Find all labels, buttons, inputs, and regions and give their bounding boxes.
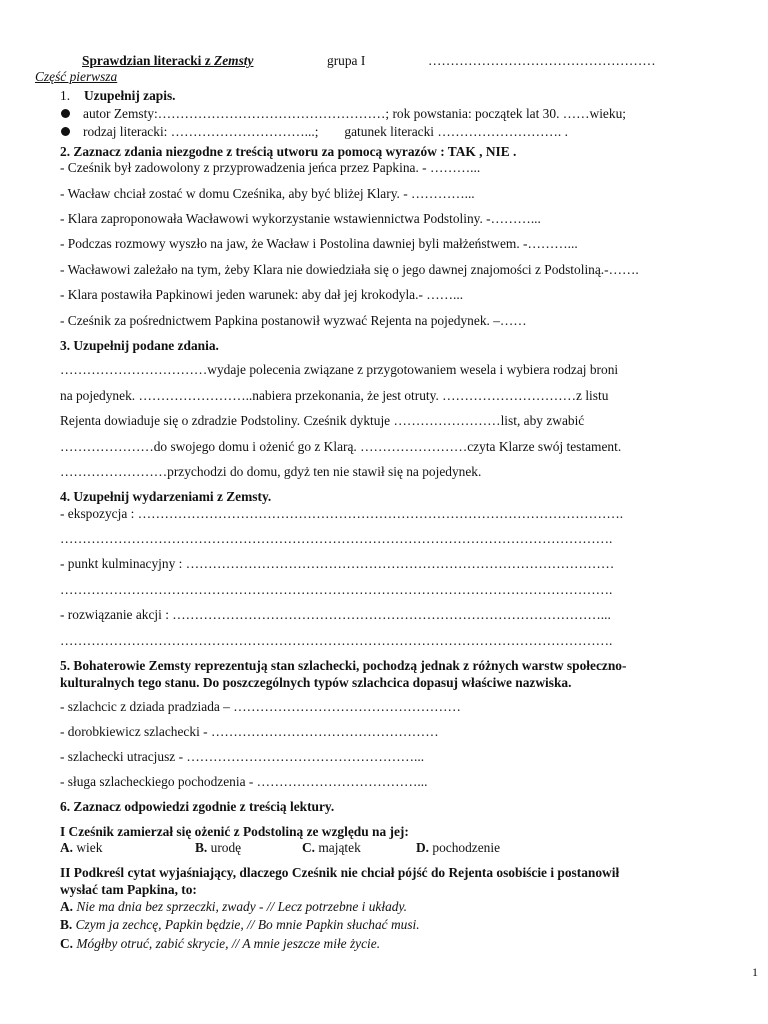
q6-quote-a: A. Nie ma dnia bez sprzeczki, zwady - // Lecz potrzebne i układy. [60,899,408,914]
name-dots: …………………………………………… [428,53,656,68]
q3-line: Rejenta dowiaduje się o zdradzie Podstoliny. Cześnik dyktuje ……………………list, aby zwabić [60,413,585,428]
q5-item: - dorobkiewicz szlachecki - …………………………………………… [60,724,439,739]
q4-line: ……………………………………………………………………………………………………………. [60,531,613,546]
q4-line: - rozwiązanie akcji : ……………………………………………………………………………………... [60,607,611,622]
q3-heading: 3. Uzupełnij podane zdania. [60,338,219,353]
q5-item: - szlachcic z dziada pradziada – …………………………………………… [60,699,461,714]
q3-line: …………………do swojego domu i ożenić go z Klarą. ……………………czyta Klarze swój testament. [60,439,622,454]
q6-sub2-line2: wysłać tam Papkina, to: [60,882,197,897]
page-number: 1 [752,965,758,979]
q6-heading: 6. Zaznacz odpowiedzi zgodnie z treścią lektury. [60,799,335,814]
q2-heading: 2. Zaznacz zdania niezgodne z treścią utworu za pomocą wyrazów : TAK , NIE . [60,144,517,159]
q2-item: - Klara zaproponowała Wacławowi wykorzystanie wstawiennictwa Podstoliny. -………... [60,211,541,226]
q1-line1-text: autor Zemsty:……………………………………………; rok powstania: początek lat 30. ……wieku; [83,106,626,121]
q1-line-genre [61,124,568,140]
q4-line: - ekspozycja : ………………………………………………………………………………………………. [60,506,624,521]
q6-quote-c: C. Mógłby otruć, zabić skrycie, // A mnie jeszcze miłe życie. [60,936,381,951]
q4-heading: 4. Uzupełnij wydarzeniami z Zemsty. [60,489,272,504]
q2-item: - Klara postawiła Papkinowi jeden warunek: aby dał jej krokodyla.- ……... [60,287,464,302]
q2-item: - Podczas rozmowy wyszło na jaw, że Wacław i Postolina dawniej byli małżeństwem. -………... [60,236,578,251]
q6-option-b: B. urodę [195,840,242,855]
q1-heading [60,88,176,104]
part-label: Część pierwsza [35,69,118,84]
q3-line: ……………………przychodzi do domu, gdyż ten nie stawił się na pojedynek. [60,464,482,479]
q1-line-author [61,106,626,122]
q1-heading-text: Uzupełnij zapis. [84,88,176,103]
q2-item: - Cześnik był zadowolony z przyprowadzenia jeńca przez Papkina. - ………... [60,160,481,175]
q4-line: - punkt kulminacyjny : …………………………………………………………………………………… [60,556,615,571]
q1-line2b-text: gatunek literacki ………………………. . [344,124,568,139]
q4-line: ……………………………………………………………………………………………………………. [60,582,613,597]
q5-item: - sługa szlacheckiego pochodzenia - ………………………………... [60,774,428,789]
q5-heading-line2: kulturalnych tego stanu. Do poszczególnych typów szlachcica dopasuj właściwe nazwiska. [60,675,572,690]
q1-line2a-text: rodzaj literacki: …………………………...; [83,124,319,139]
q6-option-a: A. wiek [60,840,103,855]
q6-quote-b: B. Czym ja zechcę, Papkin będzie, // Bo mnie Papkin słuchać musi. [60,917,420,932]
q6-option-c: C. majątek [302,840,361,855]
bullet-icon [61,127,70,136]
q2-item: - Wacław chciał zostać w domu Cześnika, aby być bliżej Klary. - …………... [60,186,475,201]
q5-item: - szlachecki utracjusz - ……………………………………………... [60,749,425,764]
q2-item: - Wacławowi zależało na tym, żeby Klara nie dowiedziała się o jego dawnej znajomości z Podstoliną.-……. [60,262,639,277]
q5-heading-line1: 5. Bohaterowie Zemsty reprezentują stan szlachecki, pochodzą jednak z różnych warstw społeczno- [60,658,627,673]
title-prefix: Sprawdzian literacki z [82,53,215,68]
q2-item: - Cześnik za pośrednictwem Papkina postanowił wyzwać Rejenta na pojedynek. –…… [60,313,527,328]
group-label: grupa I [327,53,366,68]
q4-line: ……………………………………………………………………………………………………………. [60,633,613,648]
q1-number: 1. [60,88,71,103]
title-work: Zemsty [214,53,254,68]
test-title [82,53,253,69]
bullet-icon [61,109,70,118]
q3-line: ……………………………wydaje polecenia związane z przygotowaniem wesela i wybiera rodzaj broni [60,362,619,377]
q3-line: na pojedynek. ……………………..nabiera przekonania, że jest otruty. …………………………z listu [60,388,609,403]
q6-option-d: D. pochodzenie [416,840,501,855]
q6-sub2-line1: II Podkreśl cytat wyjaśniający, dlaczego Cześnik nie chciał pójść do Rejenta osobiście i postanowił [60,865,620,880]
q6-sub1: I Cześnik zamierzał się ożenić z Podstoliną ze względu na jej: [60,824,409,839]
